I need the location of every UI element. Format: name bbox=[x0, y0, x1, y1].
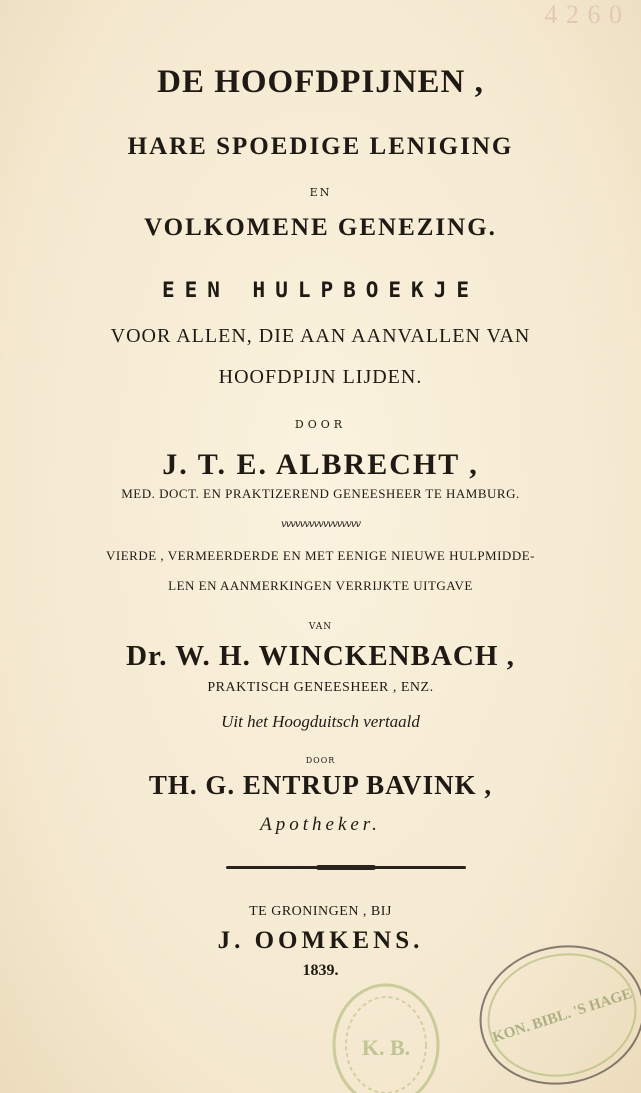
by-label: DOOR bbox=[294, 418, 347, 431]
imprint-line: TE GRONINGEN , BIJ bbox=[249, 904, 392, 919]
by-label-2: DOOR bbox=[305, 756, 336, 765]
book-subtitle-2: VOLKOMENE GENEZING. bbox=[144, 214, 497, 241]
kon-bibl-oval-stamp bbox=[468, 931, 641, 1093]
kon-bibl-stamp-text: KON. BIBL. 'S HAGE bbox=[490, 985, 634, 1047]
editor-name: Dr. W. H. WINCKENBACH , bbox=[126, 640, 515, 672]
translation-note: Uit het Hoogduitsch vertaald bbox=[221, 712, 420, 731]
kb-seal-stamp bbox=[334, 985, 438, 1093]
author-title: MED. DOCT. EN PRAKTIZEREND GENEESHEER TE HAMBURG. bbox=[121, 486, 520, 501]
editor-title: PRAKTISCH GENEESHEER , ENZ. bbox=[207, 680, 434, 695]
author-name: J. T. E. ALBRECHT , bbox=[162, 448, 479, 481]
edition-line-1: VIERDE , VERMEERDERDE EN MET EENIGE NIEUWE HULPMIDDE- bbox=[106, 548, 535, 563]
book-subtitle: HARE SPOEDIGE LENIGING bbox=[127, 133, 514, 160]
conjunction-en: EN bbox=[309, 186, 332, 199]
translator-name: TH. G. ENTRUP BAVINK , bbox=[148, 770, 493, 800]
publisher-name: J. OOMKENS. bbox=[217, 927, 424, 954]
audience-line-1: VOOR ALLEN, DIE AAN AANVALLEN VAN bbox=[110, 325, 531, 347]
publication-year: 1839. bbox=[302, 962, 339, 979]
kb-seal-text: K. B. bbox=[361, 1035, 411, 1060]
ornament-divider: vvvvvvvvvvvvvvvvv bbox=[280, 519, 361, 530]
edition-line-2: LEN EN AANMERKINGEN VERRIJKTE UITGAVE bbox=[168, 578, 473, 593]
audience-line-2: HOOFDPIJN LIJDEN. bbox=[218, 366, 423, 388]
booklet-heading: EEN HULPBOEKJE bbox=[161, 278, 479, 302]
van-label: VAN bbox=[308, 622, 333, 632]
translator-title: Apotheker. bbox=[260, 814, 381, 835]
archive-number: 4 2 6 0 bbox=[544, 0, 623, 29]
book-title: DE HOOFDPIJNEN , bbox=[157, 64, 484, 100]
